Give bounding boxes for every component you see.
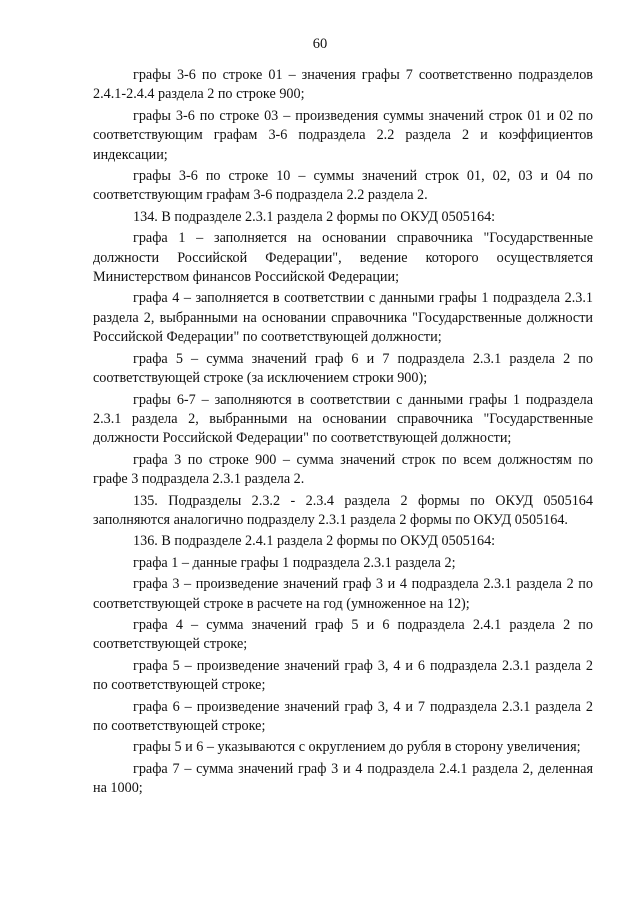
paragraph: графа 5 – произведение значений граф 3, 4 и 6 подраздела 2.3.1 раздела 2 по соответствующей строке;: [93, 657, 593, 694]
page-number: 60: [312, 36, 328, 52]
paragraph: графы 3-6 по строке 10 – суммы значений строк 01, 02, 03 и 04 по соответствующим графам 3-6 подраздела 2.2 раздела 2.: [93, 168, 593, 204]
paragraph: графа 3 – произведение значений граф 3 и 4 подраздела 2.3.1 раздела 2 по соответствующей строке в расчете на год (умноженное на 12);: [93, 576, 593, 612]
paragraph: графа 7 – сумма значений граф 3 и 4 подраздела 2.4.1 раздела 2, деленная на 1000;: [93, 760, 593, 797]
paragraph: графа 4 – сумма значений граф 5 и 6 подраздела 2.4.1 раздела 2 по соответствующей строке;: [93, 616, 593, 653]
document-body: [93, 66, 593, 801]
paragraph: графа 5 – сумма значений граф 6 и 7 подраздела 2.3.1 раздела 2 по соответствующей строке (за исключением строки 900);: [93, 350, 593, 387]
paragraph: 135. Подразделы 2.3.2 - 2.3.4 раздела 2 формы по ОКУД 0505164 заполняются аналогично подразделу 2.3.1 раздела 2 формы по ОКУД 0505164.: [93, 492, 593, 528]
paragraph: графа 3 по строке 900 – сумма значений строк по всем должностям по графе 3 подраздела 2.3.1 раздела 2.: [93, 451, 593, 488]
paragraph: графа 4 – заполняется в соответствии с данными графы 1 подраздела 2.3.1 раздела 2, выбранными на основании справочника "Государственные должности Российской Федерации" по соответствующей должности;: [93, 290, 593, 346]
paragraph: графы 6-7 – заполняются в соответствии с данными графы 1 подраздела 2.3.1 раздела 2, выбранными на основании справочника "Государственные должности Российской Федерации" по соответствующей должности;: [93, 391, 593, 447]
paragraph: графа 1 – заполняется на основании справочника "Государственные должности Российской Федерации", ведение которого осуществляется Министерством финансов Российской Федерации;: [93, 230, 593, 286]
paragraph: 136. В подразделе 2.4.1 раздела 2 формы по ОКУД 0505164:: [133, 533, 496, 550]
paragraph: графы 3-6 по строке 03 – произведения суммы значений строк 01 и 02 по соответствующим графам 3-6 подраздела 2.2 раздела 2 и коэффициентов индексации;: [93, 107, 593, 163]
paragraph: графы 3-6 по строке 01 – значения графы 7 соответственно подразделов 2.4.1-2.4.4 раздела 2 по строке 900;: [93, 67, 593, 103]
paragraph: графа 1 – данные графы 1 подраздела 2.3.1 раздела 2;: [133, 554, 456, 571]
paragraph: 134. В подразделе 2.3.1 раздела 2 формы по ОКУД 0505164:: [133, 208, 496, 225]
paragraph: графа 6 – произведение значений граф 3, 4 и 7 подраздела 2.3.1 раздела 2 по соответствующей строке;: [93, 698, 593, 734]
paragraph: графы 5 и 6 – указываются с округлением до рубля в сторону увеличения;: [133, 739, 581, 756]
